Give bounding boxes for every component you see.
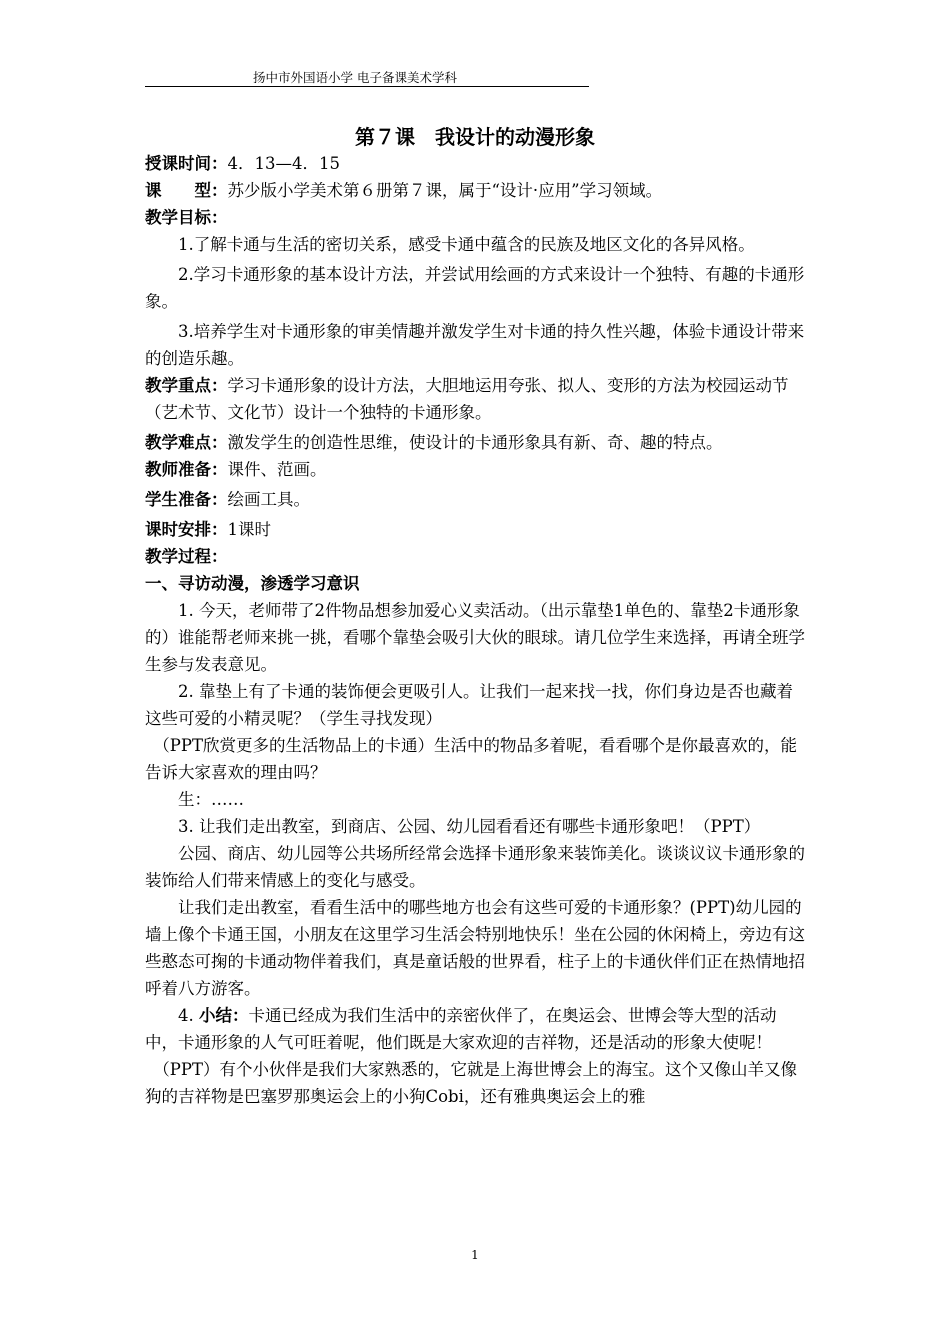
process-paragraph: （PPT）有个小伙伴是我们大家熟悉的，它就是上海世博会上的海宝。这个又像山羊又像狗的吉祥物是巴塞罗那奥运会上的小狗Cobi，还有雅典奥运会上的雅: [145, 1060, 797, 1106]
teaching-time: [145, 150, 809, 177]
difficulty-value: 激发学生的创造性思维，使设计的卡通形象具有新、奇、趣的特点。: [227, 433, 723, 452]
page-number: 1: [471, 1248, 479, 1262]
goal-item: 3.培养学生对卡通形象的审美情趣并激发学生对卡通的持久性兴趣，体验卡通设计带来的创造乐趣。: [145, 322, 805, 368]
lesson-type-value: 苏少版小学美术第６册第７课，属于“设计·应用”学习领域。: [227, 181, 663, 200]
process-paragraph: 3. 让我们走出教室，到商店、公园、幼儿园看看还有哪些卡通形象吧！（PPT）: [178, 817, 761, 836]
teaching-time-label: 授课时间：: [145, 154, 228, 173]
teaching-time-value: 4．13—4．15: [227, 154, 340, 173]
process-paragraph: 让我们走出教室，看看生活中的哪些地方也会有这些可爱的卡通形象？(PPT)幼儿园的墙上像个卡通王国，小朋友在这里学习生活会特别地快乐！坐在公园的休闲椅上，旁边有这些憨态可掬的卡通动物伴着我们，真是童话般的世界看，柱子上的卡通伙伴们正在热情地招呼着八方游客。: [145, 898, 805, 998]
difficulty-label: 教学难点：: [145, 433, 228, 452]
process-paragraph: 1. 今天，老师带了2件物品想参加爱心义卖活动。（出示靠垫1单色的、靠垫2卡通形象的）谁能帮老师来挑一挑，看哪个靠垫会吸引大伙的眼球。请几位学生来选择，再请全班学生参与发表意见。: [145, 601, 805, 674]
student-prep: [145, 486, 809, 513]
lesson-type-label: 课 型：: [145, 181, 228, 200]
key-point-value: 学习卡通形象的设计方法，大胆地运用夸张、拟人、变形的方法为校园运动节（艺术节、文化节）设计一个独特的卡通形象。: [145, 376, 789, 422]
summary-text: 卡通已经成为我们生活中的亲密伙伴了，在奥运会、世博会等大型的活动中，卡通形象的人气可旺着呢，他们既是大家欢迎的吉祥物，还是活动的形象大使呢！: [145, 1006, 777, 1052]
student-prep-value: 绘画工具。: [227, 490, 310, 509]
process-paragraph: 公园、商店、幼儿园等公共场所经常会选择卡通形象来装饰美化。谈谈议议卡通形象的装饰给人们带来情感上的变化与感受。: [145, 844, 805, 890]
section-heading: 一、寻访动漫，渗透学习意识: [145, 574, 360, 593]
document-body: [145, 150, 809, 1110]
goal-item: 1.了解卡通与生活的密切关系，感受卡通中蕴含的民族及地区文化的各异风格。: [178, 235, 755, 254]
process-paragraph: 2. 靠垫上有了卡通的装饰便会更吸引人。让我们一起来找一找，你们身边是否也藏着这些可爱的小精灵呢？（学生寻找发现）: [145, 682, 793, 728]
summary-number: 4.: [178, 1006, 199, 1025]
schedule-value: 1课时: [227, 520, 271, 539]
header-text: 扬中市外国语小学 电子备课美术学科: [253, 70, 457, 85]
process-heading: 教学过程：: [145, 547, 228, 566]
process-paragraph: （PPT欣赏更多的生活物品上的卡通）生活中的物品多着呢，看看哪个是你最喜欢的，能告诉大家喜欢的理由吗？: [145, 736, 797, 782]
teacher-prep-value: 课件、范画。: [227, 460, 327, 479]
student-prep-label: 学生准备：: [145, 490, 228, 509]
goal-item: 2.学习卡通形象的基本设计方法，并尝试用绘画的方式来设计一个独特、有趣的卡通形象。: [145, 265, 805, 311]
key-point: [145, 372, 809, 426]
summary-label: 小结：: [199, 1006, 249, 1025]
key-point-label: 教学重点：: [145, 376, 228, 395]
lesson-type: [145, 177, 809, 204]
process-paragraph: 生：……: [178, 790, 244, 809]
schedule-label: 课时安排：: [145, 520, 228, 539]
teacher-prep: [145, 456, 809, 483]
goals-heading: 教学目标：: [145, 208, 228, 227]
teacher-prep-label: 教师准备：: [145, 460, 228, 479]
schedule: [145, 516, 809, 543]
lesson-title: 第７课 我设计的动漫形象: [355, 125, 595, 149]
summary-paragraph: [145, 1002, 809, 1056]
difficulty: [145, 429, 809, 456]
page-header: [145, 70, 589, 87]
